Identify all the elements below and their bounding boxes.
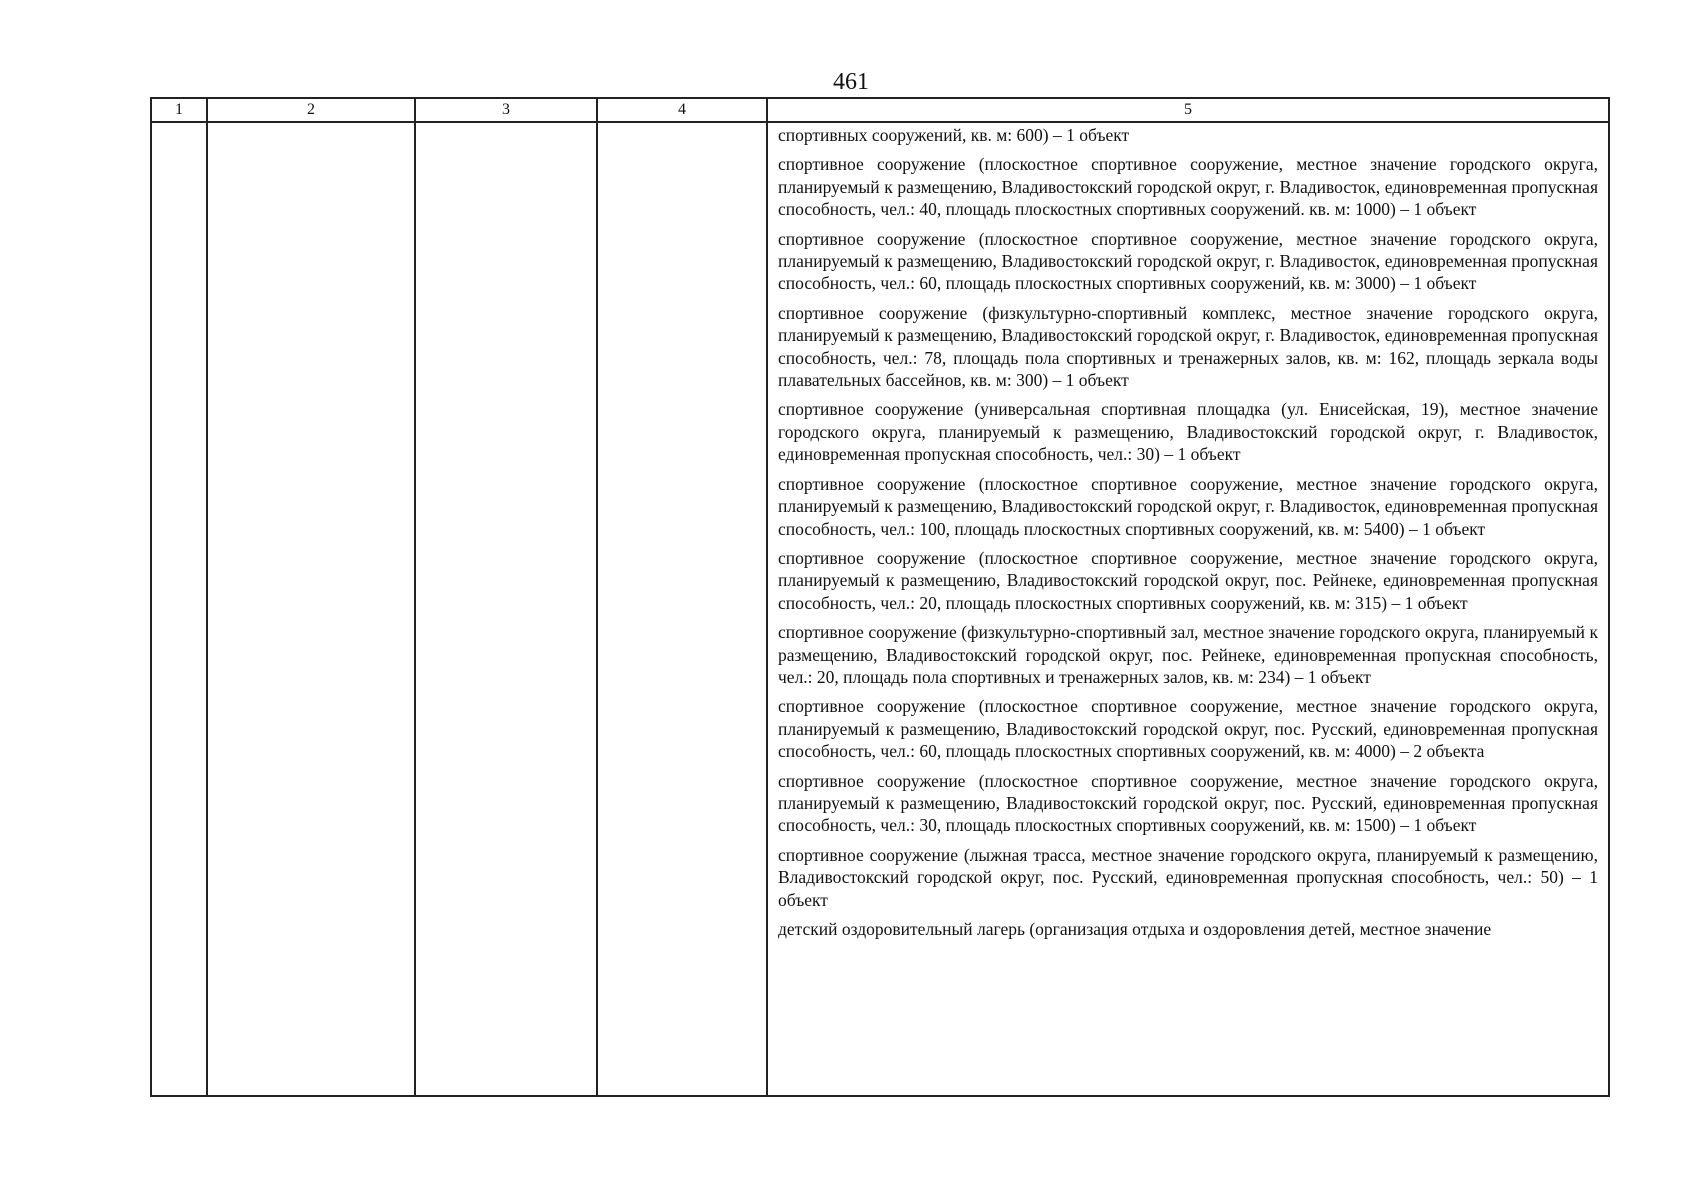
page-number: 461 <box>833 69 869 95</box>
column-2-cell <box>207 122 415 1096</box>
table-row <box>151 122 1609 1096</box>
document-table <box>150 97 1610 1097</box>
column-header-2: 2 <box>207 98 415 122</box>
facility-entry: спортивное сооружение (плоскостное спортивное сооружение, местное значение городского округа, планируемый к размещению, Владивостокский городской округ, г. Владивосток, единовременная пропускная способность, чел.: 40, площадь плоскостных спортивных сооружений. кв. м: 1000) – 1 объект <box>778 154 1598 220</box>
column-3-cell <box>415 122 597 1096</box>
facility-entry: спортивное сооружение (плоскостное спортивное сооружение, местное значение городского округа, планируемый к размещению, Владивостокский городской округ, пос. Русский, единовременная пропускная способность, чел.: 60, площадь плоскостных спортивных сооружений, кв. м: 4000) – 2 объекта <box>778 696 1598 762</box>
column-header-1: 1 <box>151 98 207 122</box>
facility-entry: спортивное сооружение (лыжная трасса, местное значение городского округа, планируемый к размещению, Владивостокский городской округ, пос. Русский, единовременная пропускная способность, чел.: 50) – 1 объект <box>778 844 1598 910</box>
facility-entry: спортивных сооружений, кв. м: 600) – 1 объект <box>778 125 1130 145</box>
facility-entry: спортивное сооружение (физкультурно-спортивный зал, местное значение городского округа, планируемый к размещению, Владивостокский городской округ, пос. Рейнеке, единовременная пропускная способность, чел.: 20, площадь пола спортивных и тренажерных залов, кв. м: 234) – 1 объект <box>778 622 1598 687</box>
column-4-cell <box>597 122 767 1096</box>
column-header-3: 3 <box>415 98 597 122</box>
facility-entry: спортивное сооружение (плоскостное спортивное сооружение, местное значение городского округа, планируемый к размещению, Владивостокский городской округ, г. Владивосток, единовременная пропускная способность, чел.: 100, площадь плоскостных спортивных сооружений, кв. м: 5400) – 1 объект <box>778 473 1598 539</box>
facility-entry: спортивное сооружение (плоскостное спортивное сооружение, местное значение городского округа, планируемый к размещению, Владивостокский городской округ, пос. Русский, единовременная пропускная способность, чел.: 30, площадь плоскостных спортивных сооружений, кв. м: 1500) – 1 объект <box>778 770 1598 836</box>
facility-entry: спортивное сооружение (плоскостное спортивное сооружение, местное значение городского округа, планируемый к размещению, Владивостокский городской округ, г. Владивосток, единовременная пропускная способность, чел.: 60, площадь плоскостных спортивных сооружений, кв. м: 3000) – 1 объект <box>778 228 1598 294</box>
facility-entry: спортивное сооружение (плоскостное спортивное сооружение, местное значение городского округа, планируемый к размещению, Владивостокский городской округ, пос. Рейнеке, единовременная пропускная способность, чел.: 20, площадь плоскостных спортивных сооружений, кв. м: 315) – 1 объект <box>778 547 1598 613</box>
facility-entry: спортивное сооружение (универсальная спортивная площадка (ул. Енисейская, 19), местное значение городского округа, планируемый к размещению, Владивостокский городской округ, г. Владивосток, единовременная пропускная способность, чел.: 30) – 1 объект <box>778 399 1598 465</box>
facility-entry: детский оздоровительный лагерь (организация отдыха и оздоровления детей, местное значение <box>778 919 1492 939</box>
table-header-row <box>151 98 1609 122</box>
column-5-cell <box>767 122 1609 1096</box>
column-header-5: 5 <box>767 98 1609 122</box>
column-header-4: 4 <box>597 98 767 122</box>
facility-entry: спортивное сооружение (физкультурно-спортивный комплекс, местное значение городского округа, планируемый к размещению, Владивостокский городской округ, г. Владивосток, единовременная пропускная способность, чел.: 78, площадь пола спортивных и тренажерных залов, кв. м: 162, площадь зеркала воды плавательных бассейнов, кв. м: 300) – 1 объект <box>778 302 1598 391</box>
column-1-cell <box>151 122 207 1096</box>
facility-entries-list <box>768 123 1608 1095</box>
